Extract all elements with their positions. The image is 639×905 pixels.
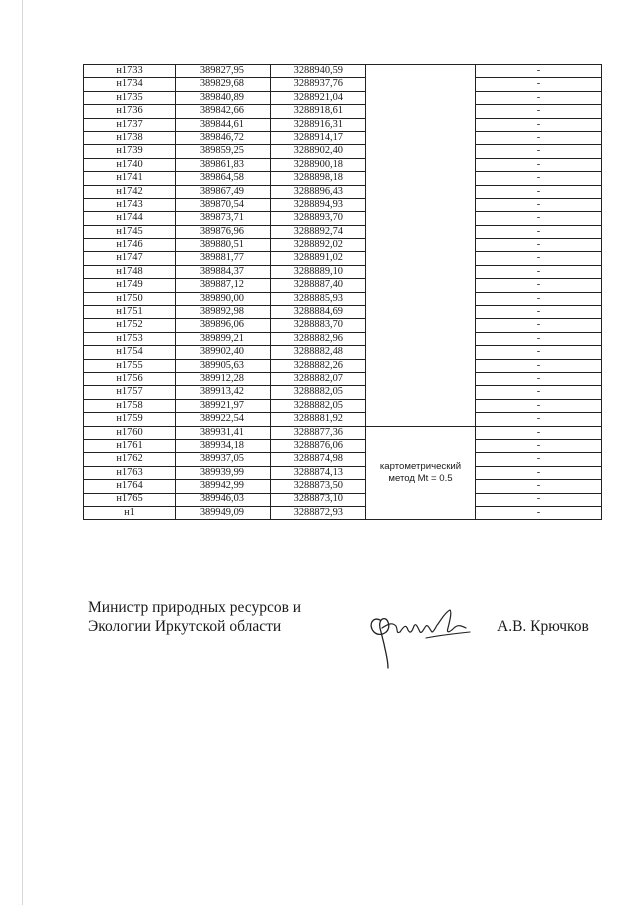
point-id-cell: н1755 — [84, 359, 176, 372]
y-coordinate-cell: 3288898,18 — [271, 172, 366, 185]
accuracy-cell: - — [476, 252, 602, 265]
point-id-cell: н1761 — [84, 439, 176, 452]
table-row — [84, 172, 602, 185]
method-cell — [366, 105, 476, 118]
x-coordinate-cell: 389946,03 — [176, 493, 271, 506]
y-coordinate-cell: 3288918,61 — [271, 105, 366, 118]
method-cell — [366, 91, 476, 104]
coordinates-table-body — [84, 65, 602, 520]
table-row — [84, 105, 602, 118]
accuracy-cell: - — [476, 426, 602, 439]
accuracy-cell: - — [476, 265, 602, 278]
x-coordinate-cell: 389844,61 — [176, 118, 271, 131]
accuracy-cell: - — [476, 453, 602, 466]
table-row — [84, 118, 602, 131]
method-cell — [366, 118, 476, 131]
signer-name: А.В. Крючков — [497, 618, 589, 635]
point-id-cell: н1733 — [84, 65, 176, 78]
table-row — [84, 252, 602, 265]
accuracy-cell: - — [476, 439, 602, 452]
x-coordinate-cell: 389912,28 — [176, 372, 271, 385]
method-cell — [366, 185, 476, 198]
point-id-cell: н1747 — [84, 252, 176, 265]
x-coordinate-cell: 389867,49 — [176, 185, 271, 198]
method-cell — [366, 319, 476, 332]
table-row — [84, 91, 602, 104]
x-coordinate-cell: 389881,77 — [176, 252, 271, 265]
table-row — [84, 506, 602, 519]
table-row — [84, 439, 602, 452]
table-row — [84, 480, 602, 493]
accuracy-cell: - — [476, 306, 602, 319]
table-row — [84, 399, 602, 412]
x-coordinate-cell: 389880,51 — [176, 239, 271, 252]
method-cell — [366, 212, 476, 225]
x-coordinate-cell: 389861,83 — [176, 158, 271, 171]
method-cell — [366, 372, 476, 385]
y-coordinate-cell: 3288887,40 — [271, 279, 366, 292]
table-row — [84, 65, 602, 78]
table-row — [84, 426, 602, 439]
accuracy-cell: - — [476, 78, 602, 91]
y-coordinate-cell: 3288882,05 — [271, 399, 366, 412]
accuracy-cell: - — [476, 466, 602, 479]
point-id-cell: н1 — [84, 506, 176, 519]
table-row — [84, 372, 602, 385]
x-coordinate-cell: 389864,58 — [176, 172, 271, 185]
point-id-cell: н1738 — [84, 131, 176, 144]
x-coordinate-cell: 389942,99 — [176, 480, 271, 493]
y-coordinate-cell: 3288893,70 — [271, 212, 366, 225]
table-row — [84, 265, 602, 278]
signer-position-line-2: Экологии Иркутской области — [88, 618, 282, 635]
y-coordinate-cell: 3288889,10 — [271, 265, 366, 278]
method-cell — [366, 239, 476, 252]
point-id-cell: н1763 — [84, 466, 176, 479]
method-cell — [366, 332, 476, 345]
accuracy-cell: - — [476, 413, 602, 426]
accuracy-cell: - — [476, 239, 602, 252]
x-coordinate-cell: 389949,09 — [176, 506, 271, 519]
table-row — [84, 306, 602, 319]
accuracy-cell: - — [476, 172, 602, 185]
y-coordinate-cell: 3288873,50 — [271, 480, 366, 493]
table-row — [84, 346, 602, 359]
y-coordinate-cell: 3288902,40 — [271, 145, 366, 158]
y-coordinate-cell: 3288892,02 — [271, 239, 366, 252]
method-cell — [366, 172, 476, 185]
accuracy-cell: - — [476, 386, 602, 399]
point-id-cell: н1760 — [84, 426, 176, 439]
accuracy-cell: - — [476, 319, 602, 332]
table-row — [84, 332, 602, 345]
point-id-cell: н1748 — [84, 265, 176, 278]
point-id-cell: н1736 — [84, 105, 176, 118]
y-coordinate-cell: 3288874,13 — [271, 466, 366, 479]
table-row — [84, 453, 602, 466]
x-coordinate-cell: 389905,63 — [176, 359, 271, 372]
signer-position-line-1: Министр природных ресурсов и — [88, 599, 302, 616]
x-coordinate-cell: 389921,97 — [176, 399, 271, 412]
accuracy-cell: - — [476, 145, 602, 158]
method-cell — [366, 279, 476, 292]
y-coordinate-cell: 3288876,06 — [271, 439, 366, 452]
x-coordinate-cell: 389890,00 — [176, 292, 271, 305]
method-cell — [366, 198, 476, 211]
method-cell — [366, 399, 476, 412]
point-id-cell: н1750 — [84, 292, 176, 305]
accuracy-cell: - — [476, 332, 602, 345]
x-coordinate-cell: 389840,89 — [176, 91, 271, 104]
x-coordinate-cell: 389846,72 — [176, 131, 271, 144]
x-coordinate-cell: 389902,40 — [176, 346, 271, 359]
handwritten-signature — [366, 598, 476, 670]
y-coordinate-cell: 3288940,59 — [271, 65, 366, 78]
accuracy-cell: - — [476, 118, 602, 131]
method-cell — [366, 252, 476, 265]
method-cell — [366, 359, 476, 372]
accuracy-cell: - — [476, 346, 602, 359]
page-left-edge — [22, 0, 23, 905]
method-cell — [366, 145, 476, 158]
x-coordinate-cell: 389937,05 — [176, 453, 271, 466]
method-cell — [366, 158, 476, 171]
accuracy-cell: - — [476, 91, 602, 104]
point-id-cell: н1735 — [84, 91, 176, 104]
method-cell — [366, 225, 476, 238]
point-id-cell: н1740 — [84, 158, 176, 171]
y-coordinate-cell: 3288874,98 — [271, 453, 366, 466]
table-row — [84, 493, 602, 506]
x-coordinate-cell: 389829,68 — [176, 78, 271, 91]
accuracy-cell: - — [476, 493, 602, 506]
y-coordinate-cell: 3288896,43 — [271, 185, 366, 198]
accuracy-cell: - — [476, 158, 602, 171]
accuracy-cell: - — [476, 359, 602, 372]
point-id-cell: н1742 — [84, 185, 176, 198]
y-coordinate-cell: 3288882,48 — [271, 346, 366, 359]
y-coordinate-cell: 3288882,07 — [271, 372, 366, 385]
y-coordinate-cell: 3288884,69 — [271, 306, 366, 319]
coordinates-table — [83, 64, 602, 520]
accuracy-cell: - — [476, 65, 602, 78]
accuracy-cell: - — [476, 506, 602, 519]
table-row — [84, 78, 602, 91]
y-coordinate-cell: 3288883,70 — [271, 319, 366, 332]
accuracy-cell: - — [476, 292, 602, 305]
x-coordinate-cell: 389939,99 — [176, 466, 271, 479]
method-label-cell: картометрический метод Mt = 0.5 — [366, 426, 476, 520]
y-coordinate-cell: 3288882,26 — [271, 359, 366, 372]
point-id-cell: н1765 — [84, 493, 176, 506]
table-row — [84, 466, 602, 479]
method-cell — [366, 265, 476, 278]
method-cell — [366, 131, 476, 144]
y-coordinate-cell: 3288872,93 — [271, 506, 366, 519]
accuracy-cell: - — [476, 480, 602, 493]
point-id-cell: н1744 — [84, 212, 176, 225]
accuracy-cell: - — [476, 185, 602, 198]
x-coordinate-cell: 389873,71 — [176, 212, 271, 225]
table-row — [84, 239, 602, 252]
x-coordinate-cell: 389922,54 — [176, 413, 271, 426]
y-coordinate-cell: 3288885,93 — [271, 292, 366, 305]
y-coordinate-cell: 3288873,10 — [271, 493, 366, 506]
point-id-cell: н1756 — [84, 372, 176, 385]
x-coordinate-cell: 389931,41 — [176, 426, 271, 439]
x-coordinate-cell: 389896,06 — [176, 319, 271, 332]
method-cell — [366, 65, 476, 78]
accuracy-cell: - — [476, 105, 602, 118]
point-id-cell: н1764 — [84, 480, 176, 493]
accuracy-cell: - — [476, 131, 602, 144]
table-row — [84, 225, 602, 238]
x-coordinate-cell: 389887,12 — [176, 279, 271, 292]
table-row — [84, 292, 602, 305]
y-coordinate-cell: 3288894,93 — [271, 198, 366, 211]
point-id-cell: н1739 — [84, 145, 176, 158]
y-coordinate-cell: 3288916,31 — [271, 118, 366, 131]
method-cell — [366, 292, 476, 305]
point-id-cell: н1746 — [84, 239, 176, 252]
point-id-cell: н1754 — [84, 346, 176, 359]
point-id-cell: н1745 — [84, 225, 176, 238]
table-row — [84, 145, 602, 158]
signer-position — [88, 598, 301, 636]
table-row — [84, 131, 602, 144]
point-id-cell: н1753 — [84, 332, 176, 345]
signature-block — [88, 598, 608, 678]
table-row — [84, 386, 602, 399]
accuracy-cell: - — [476, 399, 602, 412]
table-row — [84, 413, 602, 426]
table-row — [84, 279, 602, 292]
table-row — [84, 198, 602, 211]
point-id-cell: н1737 — [84, 118, 176, 131]
point-id-cell: н1743 — [84, 198, 176, 211]
point-id-cell: н1757 — [84, 386, 176, 399]
table-row — [84, 319, 602, 332]
x-coordinate-cell: 389870,54 — [176, 198, 271, 211]
table-row — [84, 212, 602, 225]
point-id-cell: н1752 — [84, 319, 176, 332]
accuracy-cell: - — [476, 212, 602, 225]
point-id-cell: н1758 — [84, 399, 176, 412]
x-coordinate-cell: 389859,25 — [176, 145, 271, 158]
y-coordinate-cell: 3288921,04 — [271, 91, 366, 104]
x-coordinate-cell: 389876,96 — [176, 225, 271, 238]
point-id-cell: н1762 — [84, 453, 176, 466]
y-coordinate-cell: 3288891,02 — [271, 252, 366, 265]
y-coordinate-cell: 3288914,17 — [271, 131, 366, 144]
y-coordinate-cell: 3288892,74 — [271, 225, 366, 238]
accuracy-cell: - — [476, 279, 602, 292]
method-cell — [366, 346, 476, 359]
y-coordinate-cell: 3288877,36 — [271, 426, 366, 439]
y-coordinate-cell: 3288881,92 — [271, 413, 366, 426]
x-coordinate-cell: 389913,42 — [176, 386, 271, 399]
point-id-cell: н1751 — [84, 306, 176, 319]
y-coordinate-cell: 3288882,05 — [271, 386, 366, 399]
method-cell — [366, 78, 476, 91]
y-coordinate-cell: 3288937,76 — [271, 78, 366, 91]
method-cell — [366, 386, 476, 399]
x-coordinate-cell: 389934,18 — [176, 439, 271, 452]
table-row — [84, 359, 602, 372]
method-cell — [366, 413, 476, 426]
y-coordinate-cell: 3288882,96 — [271, 332, 366, 345]
x-coordinate-cell: 389884,37 — [176, 265, 271, 278]
point-id-cell: н1749 — [84, 279, 176, 292]
point-id-cell: н1759 — [84, 413, 176, 426]
x-coordinate-cell: 389842,66 — [176, 105, 271, 118]
x-coordinate-cell: 389892,98 — [176, 306, 271, 319]
method-cell — [366, 306, 476, 319]
table-row — [84, 185, 602, 198]
x-coordinate-cell: 389827,95 — [176, 65, 271, 78]
table-row — [84, 158, 602, 171]
y-coordinate-cell: 3288900,18 — [271, 158, 366, 171]
accuracy-cell: - — [476, 198, 602, 211]
point-id-cell: н1741 — [84, 172, 176, 185]
accuracy-cell: - — [476, 372, 602, 385]
x-coordinate-cell: 389899,21 — [176, 332, 271, 345]
point-id-cell: н1734 — [84, 78, 176, 91]
accuracy-cell: - — [476, 225, 602, 238]
